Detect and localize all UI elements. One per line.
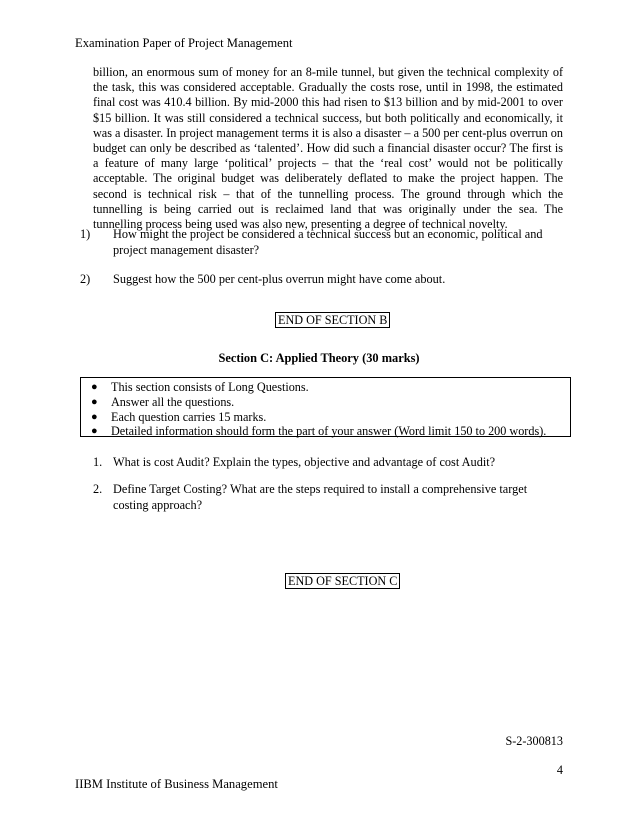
question-text: How might the project be considered a technical success but an economic, political and project management disaster? [113,227,543,257]
instruction-item: ● Answer all the questions. [91,394,235,409]
section-b-question-2 [80,271,564,287]
case-study-paragraph: billion, an enormous sum of money for an 8-mile tunnel, but given the technical complexity of the task, this was considered acceptable. Gradually the costs rose, until in 1998, the estimated final cost was 410.4 billion. By mid-2000 this had risen to $13 billion and by mid-2001 to over $15 billion. It was still considered a technical success, but both politically and economically, it was a disaster. In project management terms it is also a disaster – a 500 per cent-plus overrun on budget can only be described as ‘talented’. How did such a financial disaster occur? The first is a feature of many large ‘political’ projects – that the ‘real cost’ would not be politically acceptable. The original budget was deliberately deflated to make the project happen. The second is technical risk – that of the tunnelling process. The ground through which the tunnelling is being carried out is reclaimed land that was originally under the sea. The tunnelling process being used was also new, presenting a degree of technical novelty. [93,65,563,232]
section-b-question-1 [80,226,564,258]
bullet-icon: ● [91,410,98,423]
page-footer: IIBM Institute of Business Management [75,777,278,791]
page-number: 4 [556,763,563,777]
question-number: 2) [80,272,91,286]
instruction-item: ● Detailed information should form the part of your answer (Word limit 150 to 200 words). [91,424,547,439]
question-text: Suggest how the 500 per cent-plus overrun might have come about. [113,272,446,286]
question-text: Define Target Costing? What are the steps required to install a comprehensive target costing approach? [113,482,528,512]
page-header: Examination Paper of Project Management [75,36,293,50]
instruction-item: ● Each question carries 15 marks. [91,409,267,424]
question-number: 1) [80,227,91,241]
question-number: 2. [93,482,103,496]
question-text: What is cost Audit? Explain the types, objective and advantage of cost Audit? [113,455,496,469]
section-c-title: Section C: Applied Theory (30 marks) [218,351,420,365]
end-of-section-c: END OF SECTION C [285,573,400,589]
bullet-icon: ● [91,395,98,408]
paper-code: S-2-300813 [505,734,563,748]
bullet-icon: ● [91,381,98,393]
instructions-box [80,377,571,437]
instruction-item: ● This section consists of Long Questions. [91,380,309,394]
section-c-question-2 [93,482,563,513]
section-c-question-1 [93,455,563,471]
bullet-icon: ● [91,425,98,438]
question-number: 1. [93,455,103,469]
end-of-section-b: END OF SECTION B [275,312,390,328]
